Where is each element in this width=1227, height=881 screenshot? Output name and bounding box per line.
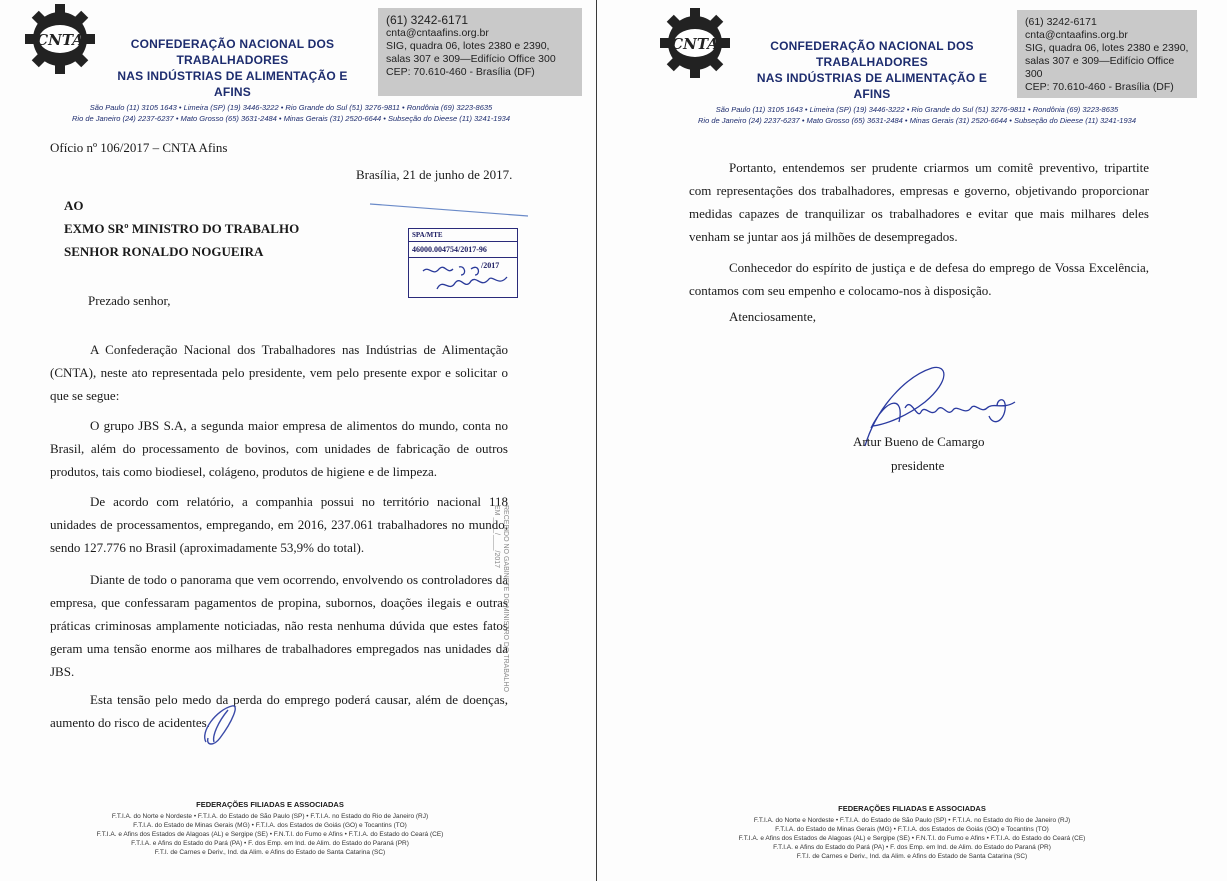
footer-federations bbox=[642, 816, 1182, 861]
contact-address-2: salas 307 e 309—Edifício Office 300 bbox=[1025, 55, 1175, 80]
paragraph-3: De acordo com relatório, a companhia possui no território nacional 118 unidades de processamentos, empregando, em 2016, 237.061 trabalhadores no mundo, sendo 127.776 no Brasil (aproximadamente 53,9% do total). bbox=[50, 494, 508, 555]
footer-line4: F.T.I.A. e Afins do Estado do Pará (PA) • F. dos Emp. em Ind. de Alim. do Estado do Paraná (PR) bbox=[131, 840, 409, 847]
footer-line1: F.T.I.A. do Norte e Nordeste • F.T.I.A. do Estado de São Paulo (SP) • F.T.I.A. no Estado do Rio de Janeiro (RJ) bbox=[753, 817, 1071, 824]
addressee-block bbox=[64, 194, 299, 263]
org-name bbox=[747, 38, 997, 102]
protocol-stamp bbox=[408, 228, 518, 298]
paragraph-2: O grupo JBS S.A, a segunda maior empresa de alimentos do mundo, conta no Brasil, além do processamento de bovinos, com unidades de fabricação de outros produtos, tais como biodiesel, colágeno, produtos de higiene e de limpeza. bbox=[50, 418, 508, 479]
branch-phones bbox=[0, 102, 582, 124]
cnta-logo bbox=[10, 4, 110, 74]
contact-cep: CEP: 70.610-460 - Brasília (DF) bbox=[386, 66, 535, 78]
contact-box bbox=[378, 8, 582, 96]
org-name-line1: CONFEDERAÇÃO NACIONAL DOS TRABALHADORES bbox=[130, 37, 335, 67]
signature-text: ABcamargo bbox=[1047, 454, 1057, 456]
org-name-line1: CONFEDERAÇÃO NACIONAL DOS TRABALHADORES bbox=[770, 39, 974, 69]
addressee-line1: AO bbox=[64, 198, 84, 213]
greeting: Prezado senhor, bbox=[88, 293, 171, 308]
received-note: RECEBIDO NO GABINETE DO MINISTRO DO TRABALHO EM ____/____/2017 bbox=[493, 505, 509, 692]
logo-text: CNTA bbox=[671, 35, 719, 53]
footer-line2: F.T.I.A. do Estado de Minas Gerais (MG) • F.T.I.A. dos Estados de Goiás (GO) e Tocantins (TO) bbox=[775, 826, 1049, 833]
branch-phones-line2: Rio de Janeiro (24) 2237-6237 • Mato Grosso (65) 3631-2484 • Minas Gerais (31) 2520-6644 • Subseção do Dieese (11) 3241-1934 bbox=[698, 116, 1136, 125]
contact-phone: (61) 3242-6171 bbox=[1025, 16, 1097, 28]
branch-phones-line1: São Paulo (11) 3105 1643 • Limeira (SP) (19) 3446-3222 • Rio Grande do Sul (51) 3276-9811 • Rondônia (69) 3223-8635 bbox=[715, 105, 1119, 114]
contact-cep: CEP: 70.610-460 - Brasília (DF) bbox=[1025, 81, 1174, 93]
footer-line1: F.T.I.A. do Norte e Nordeste • F.T.I.A. do Estado de São Paulo (SP) • F.T.I.A. no Estado do Rio de Janeiro (RJ) bbox=[111, 813, 429, 820]
stamp-line3: /2017 bbox=[481, 261, 500, 270]
footer-line3: F.T.I.A. e Afins dos Estados de Alagoas (AL) e Sergipe (SE) • F.N.T.I. do Fumo e Afins • F.T.I.A. do Estado do Ceará (CE) bbox=[96, 831, 444, 838]
paragraph-4: Diante de todo o panorama que vem ocorrendo, envolvendo os controladores da empresa, que confessaram pagamentos de propina, subornos, doações ilegais e outras práticas criminosas amplamente noticiadas, não resta nenhuma dúvida que estes fatos geram uma tensão enorme aos milhares de trabalhadores empregados nas unidades da JBS. bbox=[50, 572, 508, 679]
contact-box bbox=[1017, 10, 1197, 98]
footer-title: FEDERAÇÕES FILIADAS E ASSOCIADAS bbox=[196, 800, 344, 809]
contact-address-2: salas 307 e 309—Edifício Office 300 bbox=[386, 53, 556, 65]
org-name-line2: NAS INDÚSTRIAS DE ALIMENTAÇÃO E AFINS bbox=[117, 69, 348, 99]
contact-email: cnta@cntaafins.org.br bbox=[1025, 29, 1128, 41]
footer-line5: F.T.I. de Carnes e Deriv., Ind. da Alim. e Afins do Estado de Santa Catarina (SC) bbox=[796, 853, 1028, 860]
stamp-line bbox=[370, 200, 530, 220]
contact-address-1: SIG, quadra 06, lotes 2380 e 2390, bbox=[1025, 42, 1189, 54]
paragraph-1: A Confederação Nacional dos Trabalhadores nas Indústrias de Alimentação (CNTA), neste ato representada pelo presidente, vem pelo presente expor e solicitar o que se segue: bbox=[50, 342, 508, 403]
contact-email: cnta@cntaafins.org.br bbox=[386, 27, 489, 39]
paragraph-5: Esta tensão pelo medo da perda do emprego poderá causar, além de doenças, aumento do risco de acidentes. bbox=[50, 692, 508, 730]
branch-phones bbox=[682, 104, 1152, 126]
stamp-handwriting bbox=[419, 263, 514, 295]
letter-page-1 bbox=[0, 0, 596, 881]
closing: Atenciosamente, bbox=[729, 309, 816, 324]
footer-federations bbox=[0, 812, 540, 857]
cnta-logo bbox=[645, 8, 745, 78]
footer-title: FEDERAÇÕES FILIADAS E ASSOCIADAS bbox=[838, 804, 986, 813]
org-name bbox=[110, 36, 355, 100]
stamp-line2: 46000.004754/2017-96 bbox=[409, 242, 517, 258]
signer-title: presidente bbox=[891, 458, 945, 473]
signer-name: Artur Bueno de Camargo bbox=[853, 434, 985, 449]
footer-line2: F.T.I.A. do Estado de Minas Gerais (MG) • F.T.I.A. dos Estados de Goiás (GO) e Tocantins (TO) bbox=[133, 822, 407, 829]
contact-address-1: SIG, quadra 06, lotes 2380 e 2390, bbox=[386, 40, 550, 52]
initials-mark bbox=[198, 702, 244, 748]
branch-phones-line2: Rio de Janeiro (24) 2237-6237 • Mato Grosso (65) 3631-2484 • Minas Gerais (31) 2520-6644 • Subseção do Dieese (11) 3241-1934 bbox=[72, 114, 510, 123]
branch-phones-line1: São Paulo (11) 3105 1643 • Limeira (SP) (19) 3446-3222 • Rio Grande do Sul (51) 3276-9811 • Rondônia (69) 3223-8635 bbox=[89, 103, 493, 112]
addressee-line2: EXMO SRº MINISTRO DO TRABALHO bbox=[64, 221, 300, 236]
oficio-number: Ofício nº 106/2017 – CNTA Afins bbox=[50, 140, 228, 155]
org-name-line2: NAS INDÚSTRIAS DE ALIMENTAÇÃO E AFINS bbox=[756, 71, 988, 101]
footer-line4: F.T.I.A. e Afins do Estado do Pará (PA) • F. dos Emp. em Ind. de Alim. do Estado do Paraná (PR) bbox=[773, 844, 1051, 851]
addressee-line3: SENHOR RONALDO NOGUEIRA bbox=[64, 244, 264, 259]
letter-page-2 bbox=[597, 0, 1227, 881]
logo-text: CNTA bbox=[36, 31, 84, 49]
paragraph-7: Conhecedor do espírito de justiça e de defesa do emprego de Vossa Excelência, contamos com seu empenho e colocamo-nos à disposição. bbox=[689, 260, 1149, 298]
footer-line5: F.T.I. de Carnes e Deriv., Ind. da Alim. e Afins do Estado de Santa Catarina (SC) bbox=[154, 849, 386, 856]
stamp-line1: SPA/MTE bbox=[409, 229, 517, 242]
footer-line3: F.T.I.A. e Afins dos Estados de Alagoas (AL) e Sergipe (SE) • F.N.T.I. do Fumo e Afins • F.T.I.A. do Estado do Ceará (CE) bbox=[738, 835, 1086, 842]
paragraph-6: Portanto, entendemos ser prudente criarmos um comitê preventivo, tripartite com representações dos trabalhadores, empresas e governo, objetivando proporcionar medidas capazes de tranquilizar os trabalhadores e evitar que mais milhares deles venham se juntar aos já milhões de desempregados. bbox=[689, 160, 1149, 244]
letter-date: Brasília, 21 de junho de 2017. bbox=[356, 167, 513, 182]
contact-phone: (61) 3242-6171 bbox=[386, 13, 469, 27]
